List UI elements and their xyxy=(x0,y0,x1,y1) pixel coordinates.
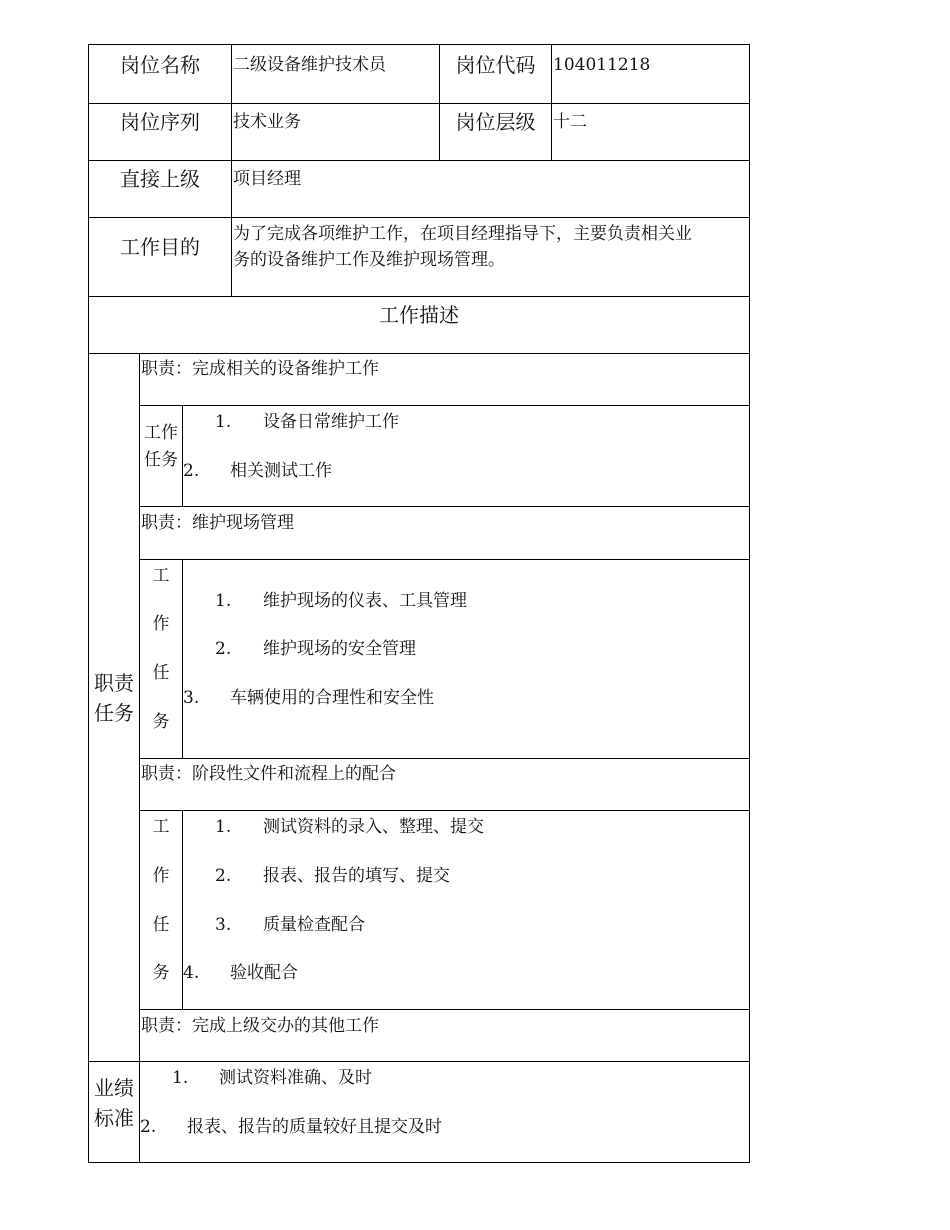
task-number: 2. xyxy=(215,639,232,659)
row-line xyxy=(139,506,750,507)
row-line xyxy=(139,405,750,406)
duty-title: 职责：维护现场管理 xyxy=(141,513,294,533)
border-bottom xyxy=(88,1162,750,1163)
task-text: 测试资料的录入、整理、提交 xyxy=(263,817,484,837)
performance-label-line-1: 业绩 xyxy=(94,1076,134,1100)
performance-label-line-2: 标准 xyxy=(94,1106,134,1130)
task-number: 4. xyxy=(183,963,200,983)
performance-text: 测试资料准确、及时 xyxy=(219,1068,372,1088)
task-label-char: 工 xyxy=(152,566,170,586)
row-line xyxy=(88,103,750,104)
task-text: 报表、报告的填写、提交 xyxy=(263,866,450,886)
duties-label-line-2: 任务 xyxy=(94,701,134,725)
task-number: 2. xyxy=(215,866,232,886)
task-label-char: 任 xyxy=(152,663,170,683)
row-line xyxy=(139,1009,750,1010)
task-label-char: 工 xyxy=(152,817,170,837)
position-level-label: 岗位层级 xyxy=(455,110,536,134)
duties-label-line-1: 职责 xyxy=(94,671,134,695)
row-line xyxy=(88,217,750,218)
row-line xyxy=(88,296,750,297)
task-text: 相关测试工作 xyxy=(230,461,332,481)
task-number: 3. xyxy=(183,688,200,708)
position-code-value: 104011218 xyxy=(553,55,651,75)
row-line xyxy=(139,758,750,759)
purpose-line-1: 为了完成各项维护工作，在项目经理指导下，主要负责相关业 xyxy=(233,224,692,244)
task-label-char: 任 xyxy=(152,915,170,935)
position-level-value: 十二 xyxy=(553,112,587,132)
task-text: 验收配合 xyxy=(230,963,298,983)
duty-title: 职责：阶段性文件和流程上的配合 xyxy=(141,764,396,784)
position-name-label: 岗位名称 xyxy=(120,53,200,77)
row-line xyxy=(88,1061,750,1062)
task-number: 1. xyxy=(215,412,232,432)
task-label-char: 务 xyxy=(152,963,170,983)
task-text: 车辆使用的合理性和安全性 xyxy=(230,688,434,708)
supervisor-value: 项目经理 xyxy=(233,169,301,189)
description-title: 工作描述 xyxy=(379,303,459,327)
task-text: 质量检查配合 xyxy=(263,915,365,935)
task-number: 3. xyxy=(215,915,232,935)
purpose-line-2: 务的设备维护工作及维护现场管理。 xyxy=(233,250,505,270)
supervisor-label: 直接上级 xyxy=(120,167,200,191)
border-top xyxy=(88,44,750,45)
task-label-char: 作 xyxy=(152,614,170,634)
task-label-char: 作 xyxy=(152,866,170,886)
performance-number: 1. xyxy=(172,1068,189,1088)
task-number: 2. xyxy=(183,461,200,481)
performance-text: 报表、报告的质量较好且提交及时 xyxy=(187,1117,442,1137)
task-text: 维护现场的仪表、工具管理 xyxy=(263,591,467,611)
duty-title: 职责：完成上级交办的其他工作 xyxy=(141,1016,379,1036)
row-line xyxy=(88,353,750,354)
task-number: 1. xyxy=(215,591,232,611)
position-name-value: 二级设备维护技术员 xyxy=(233,55,386,75)
row-line xyxy=(139,559,750,560)
purpose-label: 工作目的 xyxy=(120,235,200,259)
task-number: 1. xyxy=(215,817,232,837)
task-label-char: 务 xyxy=(152,712,170,732)
row-line xyxy=(88,160,750,161)
row-line xyxy=(139,810,750,811)
task-label-line-1: 工作 xyxy=(144,423,178,443)
task-text: 设备日常维护工作 xyxy=(263,412,399,432)
position-series-label: 岗位序列 xyxy=(120,110,200,134)
position-code-label: 岗位代码 xyxy=(455,53,536,77)
col-line xyxy=(182,405,183,507)
performance-number: 2. xyxy=(140,1117,157,1137)
border-left xyxy=(88,44,89,1163)
task-label-line-2: 任务 xyxy=(144,450,178,470)
duty-title: 职责：完成相关的设备维护工作 xyxy=(141,359,379,379)
task-text: 维护现场的安全管理 xyxy=(263,639,416,659)
col-line xyxy=(182,559,183,759)
border-right xyxy=(749,44,750,1163)
position-series-value: 技术业务 xyxy=(233,112,301,132)
